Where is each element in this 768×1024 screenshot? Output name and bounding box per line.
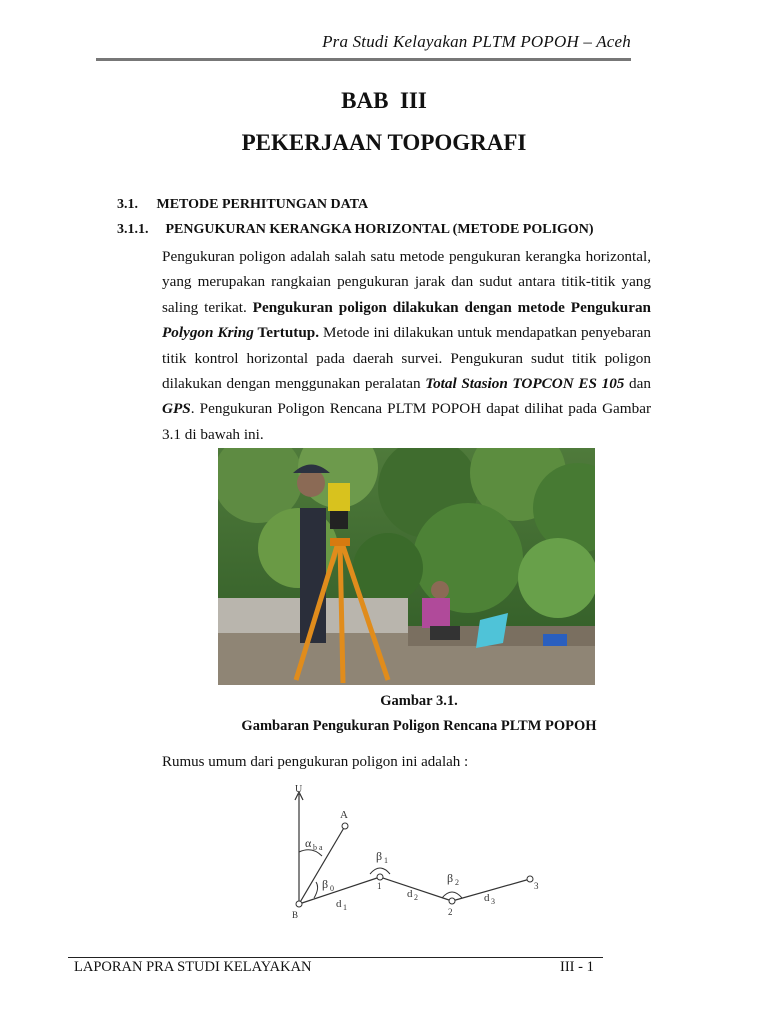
running-header: Pra Studi Kelayakan PLTM POPOH – Aceh bbox=[322, 32, 631, 51]
beta0-sub: 0 bbox=[330, 884, 334, 893]
d1-sub: 1 bbox=[343, 903, 347, 912]
section-heading-3-1-1 bbox=[117, 222, 594, 238]
para-bold-text: Tertutup. bbox=[253, 324, 320, 342]
d3-label: d bbox=[484, 892, 490, 904]
para-text: dan bbox=[624, 375, 651, 393]
figure-label: Gambar 3.1. bbox=[380, 693, 458, 709]
section-title: METODE PERHITUNGAN DATA bbox=[156, 197, 369, 212]
d1-label: d bbox=[336, 898, 342, 910]
para-text: . Pengukuran Poligon Rencana PLTM POPOH dapat dilihat pada Gambar 3.1 di bawah ini. bbox=[162, 400, 651, 443]
point-b-label: B bbox=[292, 910, 299, 920]
para-bold-text: Pengukuran poligon dilakukan dengan metode Pengukuran bbox=[252, 298, 651, 316]
beta2-label: β bbox=[447, 871, 454, 885]
header-rule bbox=[96, 58, 631, 61]
footer-title: LAPORAN PRA STUDI KELAYAKAN bbox=[74, 959, 312, 975]
point-2-label: 2 bbox=[448, 907, 453, 917]
beta1-sub: 1 bbox=[384, 856, 388, 865]
d3-sub: 3 bbox=[491, 897, 495, 906]
footer-rule bbox=[68, 957, 603, 958]
alpha-label: α bbox=[305, 836, 312, 850]
figure-caption: Gambaran Pengukuran Poligon Rencana PLTM POPOH bbox=[241, 718, 597, 734]
formula-intro: Rumus umum dari pengukuran poligon ini adalah : bbox=[162, 754, 469, 770]
point-3 bbox=[527, 876, 533, 882]
d2-sub: 2 bbox=[414, 893, 418, 902]
point-a-label: A bbox=[340, 809, 348, 821]
section-number: 3.1.1. bbox=[117, 222, 149, 237]
chapter-number: BAB III bbox=[341, 88, 427, 113]
beta0-label: β bbox=[322, 877, 329, 891]
survey-photo bbox=[218, 448, 595, 685]
section-title: PENGUKURAN KERANGKA HORIZONTAL (METODE POLIGON) bbox=[165, 222, 594, 237]
point-1 bbox=[377, 874, 383, 880]
gps-name: GPS bbox=[162, 400, 191, 418]
north-label: U bbox=[295, 784, 303, 795]
beta1-label: β bbox=[376, 849, 383, 863]
equipment-name: Total Stasion TOPCON ES 105 bbox=[425, 375, 625, 393]
section-heading-3-1 bbox=[117, 197, 368, 213]
page-number: III - 1 bbox=[560, 959, 594, 975]
beta2-sub: 2 bbox=[455, 878, 459, 887]
point-1-label: 1 bbox=[377, 881, 382, 891]
body-paragraph bbox=[162, 244, 651, 447]
d2-label: d bbox=[407, 888, 413, 900]
point-2 bbox=[449, 898, 455, 904]
para-text: Pengukuran poligon adalah salah satu metode pengukuran kerangka horizontal, yang merupakan rangkaian pengukuran jarak dan sudut antara titik-titik yang saling terikat. bbox=[162, 248, 651, 316]
point-b bbox=[296, 901, 302, 907]
para-bold-italic: Polygon Kring bbox=[162, 324, 254, 342]
para-text: Metode ini dilakukan untuk mendapatkan penyebaran titik kontrol horizontal pada daerah survei. Pengukuran sudut titik poligon dilakukan dengan menggunakan peralatan bbox=[162, 324, 651, 393]
alpha-sub: b a bbox=[313, 843, 323, 852]
section-number: 3.1. bbox=[117, 197, 138, 212]
point-3-label: 3 bbox=[534, 881, 539, 891]
polygon-diagram bbox=[272, 784, 552, 930]
chapter-title: PEKERJAAN TOPOGRAFI bbox=[241, 130, 527, 155]
